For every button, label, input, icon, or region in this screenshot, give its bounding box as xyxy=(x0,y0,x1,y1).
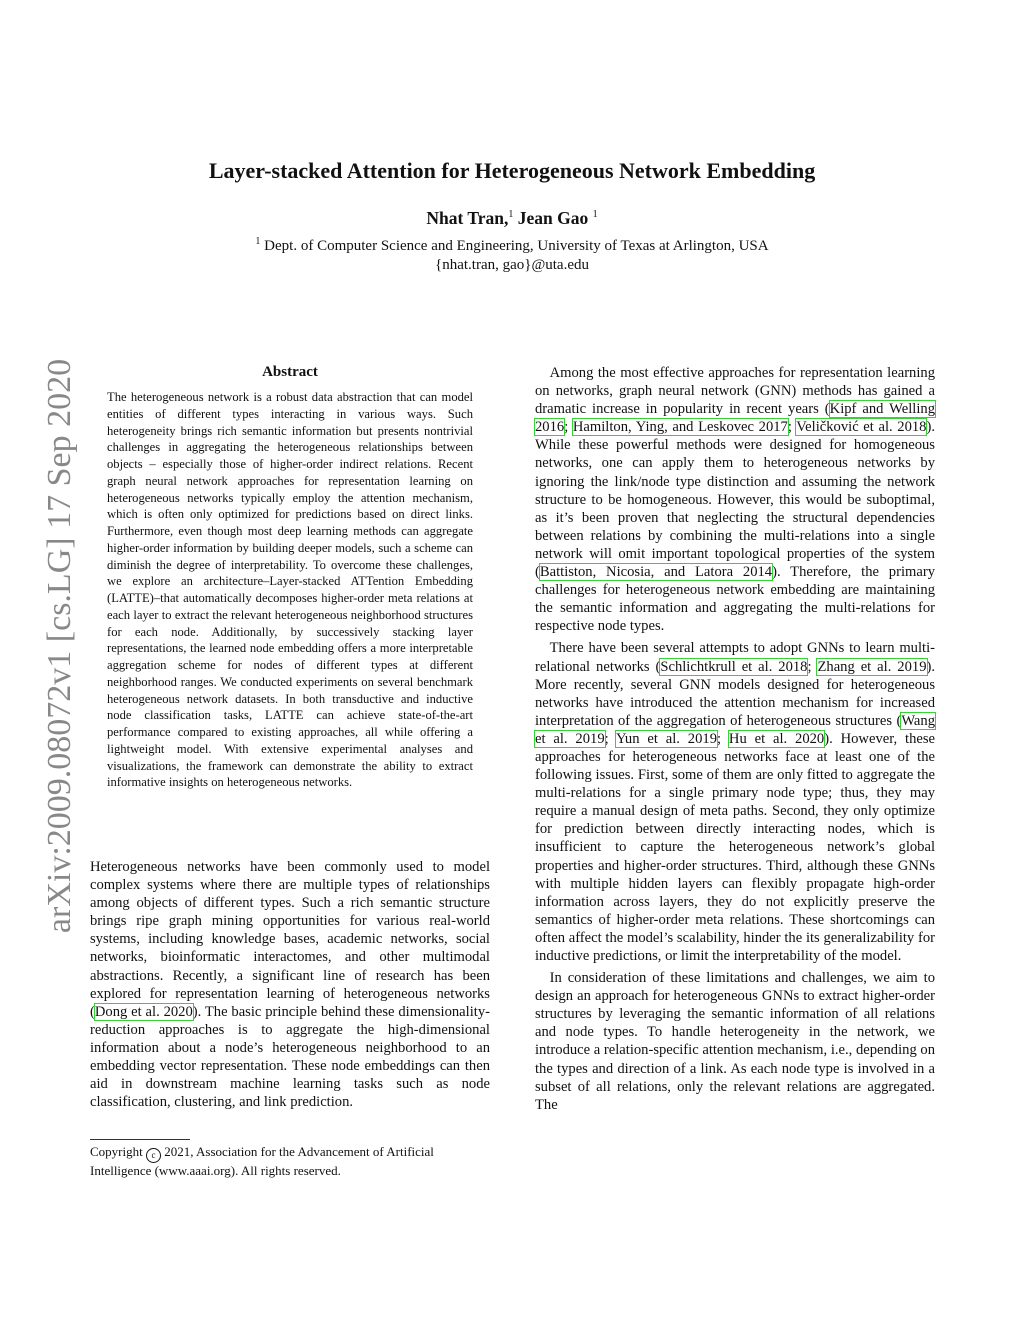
author-name: Nhat Tran, xyxy=(426,208,509,228)
citation-separator: ; xyxy=(604,730,616,747)
citation-separator: ; xyxy=(717,730,729,747)
abstract-heading: Abstract xyxy=(262,364,318,380)
citation-link-hamilton[interactable]: Hamilton, Ying, and Leskovec 2017 xyxy=(572,419,788,436)
copyright-symbol: c xyxy=(146,1148,161,1163)
abstract-text: The heterogeneous network is a robust data abstraction that can model entities of different types interacting in various ways. Such heterogeneity brings rich semantic information but presents nontrivial challenges in aggregating the heterogeneous relationships between objects – especially those of higher-order indirect relations. Recent graph neural network approaches for representation learning on heterogeneous networks typically employ the attention mechanism, which is often only optimized for predictions based on direct links. Furthermore, even though most deep learning methods can aggregate higher-order information by building deeper models, such a scheme can diminish the degree of interpretability. To overcome these challenges, we explore an architecture–Layer-stacked ATTention Embedding (LATTE)–that automatically decomposes higher-order meta relations at each layer to extract the relevant heterogeneous neighborhood structures for each node. Additionally, by successively stacking layer representations, the learned node embedding offers a more interpretable aggregation scheme for nodes of different types at different neighborhood ranges. We conducted experiments on several benchmark heterogeneous network datasets. In both transductive and inductive node classification tasks, LATTE can achieve state-of-the-art performance compared to existing approaches, all while offering a lightweight model. With extensive experimental analyses and visualizations, the framework can demonstrate the ability to extract informative insights on heterogeneous networks. xyxy=(107,390,473,790)
citation-separator: ; xyxy=(807,658,818,675)
intro-left-column xyxy=(90,858,490,1111)
citation-link-wang[interactable]: Wang et al. 2019 xyxy=(535,712,935,747)
intro-paragraph xyxy=(535,639,935,965)
citation-link-schlichtkrull[interactable]: Schlichtkrull et al. 2018 xyxy=(660,658,808,675)
citation-link-yun[interactable]: Yun et al. 2019 xyxy=(616,730,717,747)
paragraph-text: ). While these powerful methods were designed for homogeneous networks, one can apply them to heterogeneous networks by ignoring the link/node type distinction and assuming the network structure to be homogeneous. However, this would be suboptimal, as it’s been proven that neglecting the structural dependencies between relations by combining the multi-relations into a single network will omit important topological properties of the system ( xyxy=(535,419,935,581)
paper-title: Layer-stacked Attention for Heterogeneous Network Embedding xyxy=(208,158,816,183)
citation-link-velickovic[interactable]: Veličković et al. 2018 xyxy=(796,419,927,436)
arxiv-identifier: arXiv:2009.08072v1 [cs.LG] 17 Sep 2020 xyxy=(41,358,78,934)
author-name: Jean Gao xyxy=(517,208,589,228)
citation-link-kipf[interactable]: Kipf and Welling 2016 xyxy=(535,401,936,436)
citation-link-battiston[interactable]: Battiston, Nicosia, and Latora 2014 xyxy=(539,564,773,581)
affiliation-block xyxy=(0,237,1024,275)
paragraph-text: ). Therefore, the primary challenges for heterogeneous network embedding are maintaining the semantic information and aggregating the multi-relations for respective node types. xyxy=(535,564,936,635)
intro-paragraph xyxy=(90,858,490,1111)
citation-link-dong[interactable]: Dong et al. 2020 xyxy=(94,1003,193,1020)
paragraph-text: ). The basic principle behind these dimensionality-reduction approaches is to aggregate the high-dimensional information about a node’s heterogeneous neighborhood to an embedding vector representation. These node embeddings can then aid in downstream machine learning tasks such as node classification, clustering, and link prediction. xyxy=(90,1003,490,1111)
citation-link-hu[interactable]: Hu et al. 2020 xyxy=(728,730,825,747)
citation-separator: ; xyxy=(564,419,573,436)
intro-paragraph xyxy=(535,364,935,635)
author-line xyxy=(0,208,1024,229)
copyright-prefix: Copyright xyxy=(90,1144,146,1159)
footnote-divider xyxy=(90,1139,190,1140)
citation-link-zhang[interactable]: Zhang et al. 2019 xyxy=(817,658,927,675)
author-affil-mark: 1 xyxy=(508,209,514,221)
intro-paragraph xyxy=(535,969,935,1114)
affiliation-text: Dept. of Computer Science and Engineering, University of Texas at Arlington, USA xyxy=(264,238,769,254)
paragraph-text: In consideration of these limitations and challenges, we aim to design an approach for heterogeneous GNNs to extract higher-order structures by leveraging the semantic information of all relations and node types. To handle heterogeneity in the network, we introduce a relation-specific attention mechanism, i.e., depending on the types and direction of a link. As each node type is involved in a subset of all relations, only the relevant relations are aggregated. The xyxy=(535,970,935,1113)
author-affil-mark: 1 xyxy=(592,209,598,221)
paragraph-text: There have been several attempts to adopt GNNs to learn multi-relational networks ( xyxy=(535,640,935,675)
paragraph-text: Among the most effective approaches for representation learning on networks, graph neural network (GNN) methods has gained a dramatic increase in popularity in recent years ( xyxy=(535,365,935,418)
copyright-footnote xyxy=(90,1144,490,1180)
paragraph-text: ). More recently, several GNN models designed for heterogeneous networks have introduced the attention mechanism for increased interpretation of the aggregation of heterogeneous structures ( xyxy=(535,658,936,729)
author-email: {nhat.tran, gao}@uta.edu xyxy=(435,257,589,273)
paragraph-text: Heterogeneous networks have been commonly used to model complex systems where there are multiple types of relationships among objects of different types. Such a rich semantic structure brings ripe graph mining opportunities for various real-world systems, including knowledge bases, academic networks, social networks, bioinformatic interactomes, and other multimodal abstractions. Recently, a significant line of research has been explored for representation learning of heterogeneous networks ( xyxy=(90,859,490,1020)
intro-right-column xyxy=(535,364,935,1114)
copyright-text: 2021, Association for the Advancement of Artificial Intelligence (www.aaai.org). All rights reserved. xyxy=(90,1144,434,1178)
affiliation-mark: 1 xyxy=(255,236,261,247)
citation-separator: ; xyxy=(787,419,797,436)
paragraph-text: ). However, these approaches for heterogeneous networks face at least one of the following issues. First, some of them are only fitted to aggregate the multi-relations for a single primary node type; thus, they may require a manual design of meta paths. Second, they only optimize for prediction between directly interacting nodes, which is insufficient to capture the heterogeneous network’s global properties and higher-order structures. Third, although these GNNs with multiple hidden layers can flexibly propagate high-order information across layers, they do not explicitly preserve the semantics of higher-order meta relations. These shortcomings can often affect the model’s scalability, hinder the its generalizability for inductive predictions, or limit the interpretability of the model. xyxy=(535,730,935,964)
